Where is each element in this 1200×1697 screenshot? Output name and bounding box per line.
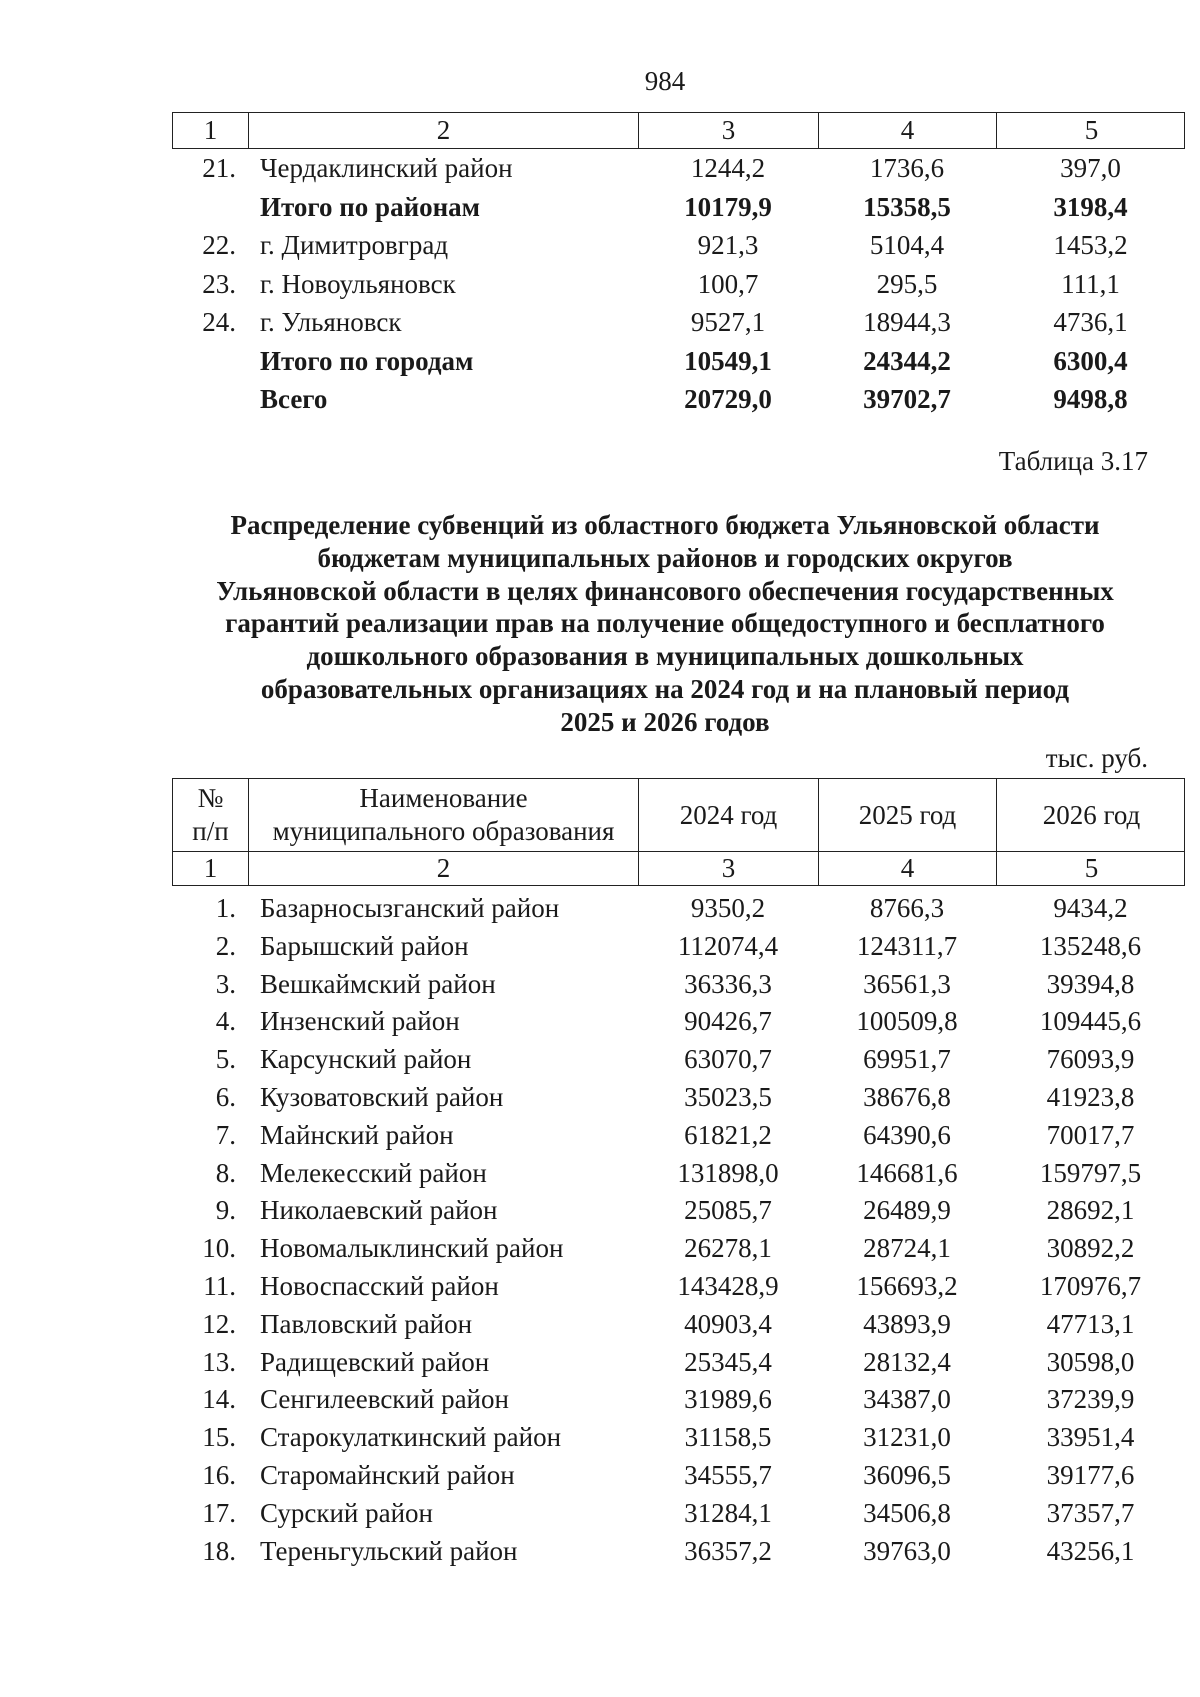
table-row — [172, 1533, 1185, 1571]
column-number: 4 — [819, 113, 997, 148]
table-row — [172, 890, 1185, 928]
municipality-name: Старомайнский район — [260, 1459, 515, 1490]
value-2024: 36336,3 — [684, 968, 772, 999]
row-number: 9. — [215, 1195, 236, 1226]
table-row — [172, 1268, 1185, 1306]
column-number: 1 — [173, 113, 249, 148]
table-row — [172, 966, 1185, 1004]
column-number: 4 — [819, 852, 997, 885]
column-number: 3 — [639, 852, 819, 885]
row-number: 22. — [202, 230, 236, 260]
value-2025: 295,5 — [876, 268, 938, 299]
row-number: 21. — [202, 153, 236, 183]
column-number: 5 — [1084, 853, 1099, 883]
value-2024: 40903,4 — [684, 1308, 772, 1339]
value-2024: 143428,9 — [677, 1270, 779, 1301]
title-line: гарантий реализации прав на получение общедоступного и бесплатного — [225, 608, 1105, 639]
value-2024: 25345,4 — [684, 1346, 772, 1377]
value-2025: 28132,4 — [863, 1346, 951, 1377]
value-2025: 36561,3 — [863, 968, 951, 999]
value-2025: 31231,0 — [863, 1422, 951, 1453]
municipality-name: Тереньгульский район — [260, 1535, 518, 1566]
municipality-name: Майнский район — [260, 1119, 454, 1150]
value-2026: 37239,9 — [1046, 1384, 1135, 1415]
table-row — [172, 303, 1185, 342]
row-number: 13. — [202, 1346, 236, 1377]
table-label: Таблица 3.17 — [998, 446, 1148, 476]
value-2024: 100,7 — [697, 268, 759, 299]
municipality-name: г. Ульяновск — [260, 307, 402, 337]
value-2026: 170976,7 — [1039, 1270, 1142, 1301]
row-number: 24. — [202, 307, 236, 337]
municipality-name: Сенгилеевский район — [260, 1384, 509, 1415]
total-row — [172, 188, 1185, 227]
municipality-name: Карсунский район — [260, 1044, 472, 1075]
value-2026: 159797,5 — [1039, 1157, 1142, 1188]
column-number: 1 — [173, 852, 249, 885]
table-row — [172, 1041, 1185, 1079]
table-row — [172, 1306, 1185, 1344]
value-2025: 36096,5 — [863, 1459, 951, 1490]
value-2024: 921,3 — [697, 230, 759, 260]
title-line: образовательных организациях на 2024 год и на плановый период — [260, 673, 1070, 704]
value-2025: 26489,9 — [863, 1195, 951, 1226]
title-line: Распределение субвенций из областного бюджета Ульяновской области — [230, 510, 1100, 540]
main-table-body — [172, 890, 1185, 1570]
table-row — [172, 1003, 1185, 1041]
row-number: 5. — [215, 1044, 236, 1075]
value-2024: 10179,9 — [684, 191, 772, 222]
continued-table-body — [172, 149, 1185, 419]
row-number — [172, 188, 248, 227]
value-2025: 28724,1 — [863, 1233, 951, 1264]
table-row — [172, 1117, 1185, 1155]
value-2026: 70017,7 — [1046, 1119, 1135, 1150]
table-row — [172, 1419, 1185, 1457]
value-2026: 3198,4 — [1053, 191, 1128, 222]
value-2024: 20729,0 — [684, 384, 772, 414]
header-2025: 2025 год — [819, 779, 997, 851]
value-2025: 39702,7 — [863, 384, 951, 414]
value-2025: 34387,0 — [863, 1384, 951, 1415]
value-2025: 39763,0 — [863, 1535, 951, 1566]
row-number: 8. — [215, 1157, 236, 1188]
municipality-name: Чердаклинский район — [260, 153, 513, 183]
value-2025: 38676,8 — [863, 1081, 951, 1112]
row-number: 3. — [215, 968, 236, 999]
column-number: 3 — [639, 113, 819, 148]
title-line: 2025 и 2026 годов — [560, 706, 770, 737]
column-number-row — [172, 112, 1185, 149]
value-2025: 1736,6 — [869, 153, 945, 183]
continued-table — [172, 112, 1185, 419]
value-2025: 100509,8 — [856, 1006, 958, 1037]
value-2026: 33951,4 — [1046, 1422, 1135, 1453]
municipality-name: Сурский район — [260, 1497, 433, 1528]
value-2025: 146681,6 — [856, 1157, 958, 1188]
value-2025: 8766,3 — [869, 893, 945, 923]
table-row — [172, 1192, 1185, 1230]
value-2026: 9434,2 — [1053, 893, 1128, 923]
row-number: 15. — [202, 1422, 236, 1453]
value-2026: 41923,8 — [1046, 1081, 1135, 1112]
value-2025: 64390,6 — [863, 1119, 951, 1150]
table-row — [172, 1155, 1185, 1193]
municipality-name: Новомалыклинский район — [260, 1233, 564, 1264]
units-label: тыс. руб. — [1045, 743, 1148, 773]
value-2024: 112074,4 — [677, 930, 779, 961]
value-2024: 9350,2 — [690, 893, 766, 923]
header-name: Наименование муниципального образования — [249, 779, 639, 851]
municipality-name: г. Димитровград — [260, 230, 449, 260]
municipality-name: Николаевский район — [260, 1195, 498, 1226]
row-number: 6. — [215, 1081, 236, 1112]
value-2024: 10549,1 — [684, 345, 772, 376]
row-number: 18. — [202, 1535, 236, 1566]
value-2024: 34555,7 — [684, 1459, 772, 1490]
value-2026: 43256,1 — [1046, 1535, 1135, 1566]
municipality-name: Итого по городам — [260, 345, 474, 376]
title-line: бюджетам муниципальных районов и городских округов — [317, 542, 1013, 573]
row-number: 17. — [202, 1497, 236, 1528]
value-2026: 76093,9 — [1046, 1044, 1135, 1075]
main-table-header — [172, 778, 1185, 852]
row-number: 14. — [202, 1384, 236, 1415]
municipality-name: Вешкаймский район — [260, 968, 496, 999]
municipality-name: Инзенский район — [260, 1006, 460, 1037]
table-row — [172, 226, 1185, 265]
row-number: 2. — [215, 930, 236, 961]
table-row — [172, 1230, 1185, 1268]
municipality-name: Итого по районам — [260, 191, 481, 222]
value-2026: 30598,0 — [1046, 1346, 1135, 1377]
row-number — [172, 342, 248, 381]
row-number: 12. — [202, 1308, 236, 1339]
table-row — [172, 1457, 1185, 1495]
header-num: № п/п — [173, 779, 249, 851]
value-2024: 61821,2 — [684, 1119, 772, 1150]
municipality-name: Новоспасский район — [260, 1270, 499, 1301]
municipality-name: Кузоватовский район — [260, 1081, 504, 1112]
municipality-name: Барышский район — [260, 930, 469, 961]
municipality-name: Мелекесский район — [260, 1157, 487, 1188]
value-2024: 31158,5 — [684, 1422, 772, 1453]
municipality-name: Базарносызганский район — [260, 893, 560, 923]
value-2026: 37357,7 — [1046, 1497, 1135, 1528]
value-2024: 36357,2 — [684, 1535, 772, 1566]
value-2024: 26278,1 — [684, 1233, 772, 1264]
table-row — [172, 1495, 1185, 1533]
row-number: 16. — [202, 1459, 236, 1490]
value-2026: 111,1 — [1061, 268, 1120, 299]
value-2026: 6300,4 — [1053, 345, 1128, 376]
row-number: 23. — [202, 268, 236, 299]
municipality-name: г. Новоульяновск — [260, 268, 456, 299]
row-number: 10. — [202, 1233, 236, 1264]
table-row — [172, 265, 1185, 304]
value-2025: 156693,2 — [856, 1270, 958, 1301]
value-2025: 24344,2 — [863, 345, 951, 376]
value-2025: 34506,8 — [863, 1497, 951, 1528]
value-2024: 25085,7 — [684, 1195, 772, 1226]
value-2025: 5104,4 — [869, 230, 945, 260]
total-row — [172, 380, 1185, 419]
title-line: дошкольного образования в муниципальных дошкольных — [306, 641, 1024, 672]
value-2024: 131898,0 — [677, 1157, 779, 1188]
municipality-name: Всего — [260, 384, 328, 414]
municipality-name: Радищевский район — [260, 1346, 490, 1377]
value-2026: 30892,2 — [1046, 1233, 1135, 1264]
value-2025: 15358,5 — [863, 191, 951, 222]
value-2026: 47713,1 — [1046, 1308, 1135, 1339]
value-2024: 31284,1 — [684, 1497, 772, 1528]
value-2026: 39394,8 — [1046, 968, 1135, 999]
main-table — [172, 778, 1185, 1570]
value-2024: 63070,7 — [684, 1044, 772, 1075]
value-2025: 18944,3 — [863, 307, 951, 337]
table-row — [172, 1344, 1185, 1382]
value-2025: 124311,7 — [856, 930, 958, 961]
table-row — [172, 1079, 1185, 1117]
value-2026: 4736,1 — [1053, 307, 1128, 337]
value-2026: 9498,8 — [1053, 384, 1128, 414]
header-2026: 2026 год — [1042, 799, 1141, 830]
row-number: 4. — [215, 1006, 236, 1037]
value-2024: 31989,6 — [684, 1384, 772, 1415]
value-2024: 1244,2 — [690, 153, 766, 183]
value-2024: 90426,7 — [684, 1006, 772, 1037]
title-line: Ульяновской области в целях финансового обеспечения государственных — [216, 575, 1114, 606]
municipality-name: Павловский район — [260, 1308, 473, 1339]
value-2026: 397,0 — [1060, 153, 1121, 183]
value-2025: 69951,7 — [863, 1044, 951, 1075]
value-2026: 135248,6 — [1039, 930, 1142, 961]
value-2026: 109445,6 — [1039, 1006, 1142, 1037]
value-2026: 39177,6 — [1046, 1459, 1135, 1490]
column-number: 2 — [249, 113, 639, 148]
total-row — [172, 342, 1185, 381]
column-number: 2 — [249, 852, 639, 885]
column-number-row — [172, 852, 1185, 886]
value-2025: 43893,9 — [863, 1308, 951, 1339]
value-2024: 35023,5 — [684, 1081, 772, 1112]
header-2024: 2024 год — [639, 779, 819, 851]
row-number — [172, 380, 248, 419]
table-row — [172, 1381, 1185, 1419]
municipality-name: Старокулаткинский район — [260, 1422, 562, 1453]
value-2026: 1453,2 — [1053, 230, 1128, 260]
row-number: 11. — [203, 1270, 236, 1301]
page-number: 984 — [644, 66, 686, 96]
table-row — [172, 928, 1185, 966]
table-title — [150, 509, 1180, 739]
value-2024: 9527,1 — [690, 307, 766, 337]
table-row — [172, 149, 1185, 188]
column-number: 5 — [1084, 115, 1099, 145]
row-number: 7. — [215, 1119, 236, 1150]
value-2026: 28692,1 — [1046, 1195, 1135, 1226]
row-number: 1. — [215, 893, 236, 923]
